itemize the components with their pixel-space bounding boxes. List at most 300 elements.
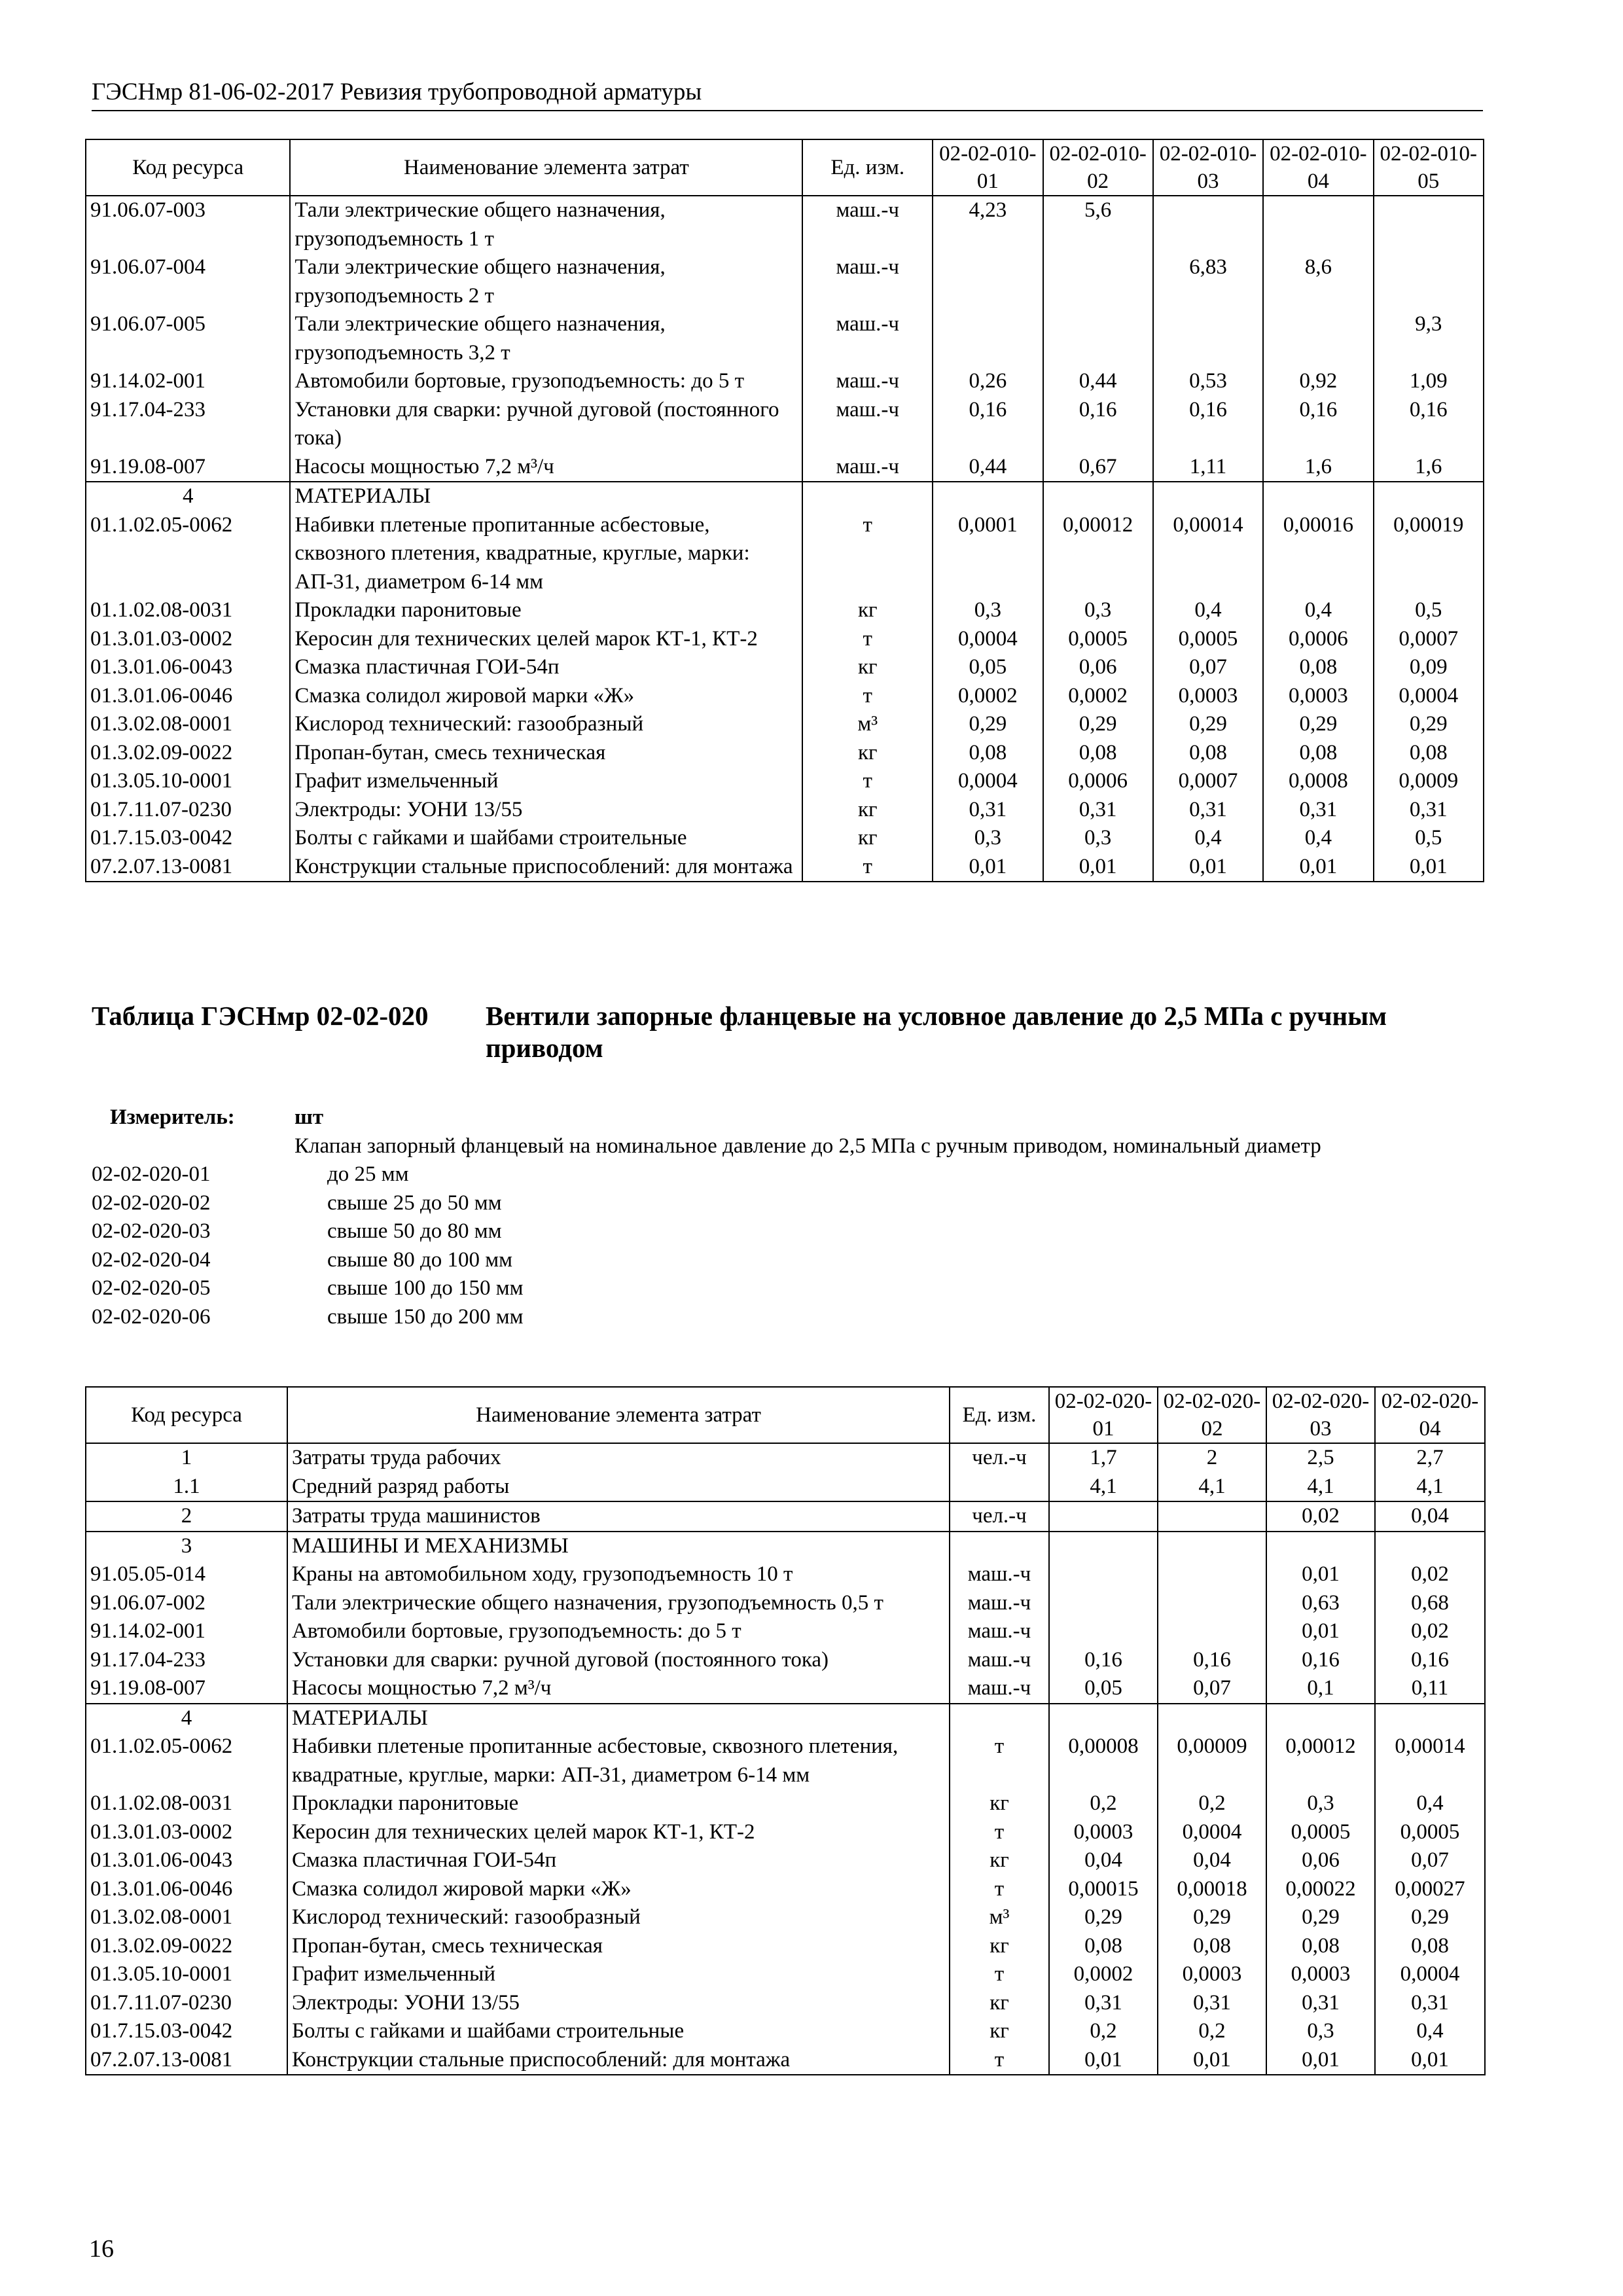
- resource-value: 0,0004: [1375, 1960, 1485, 1989]
- resource-value: 4,1: [1375, 1473, 1485, 1502]
- resource-code: 01.3.02.09-0022: [86, 1932, 287, 1961]
- resource-unit: м³: [950, 1903, 1049, 1932]
- resource-value: 0,0003: [1263, 682, 1373, 711]
- resource-value: 0,44: [933, 453, 1043, 482]
- resource-name: Автомобили бортовые, грузоподъемность: до 5 т: [287, 1617, 950, 1646]
- resource-value: 1,11: [1153, 453, 1263, 482]
- resource-value: 4,1: [1266, 1473, 1375, 1502]
- table-row: [86, 824, 1484, 853]
- resource-name: Электроды: УОНИ 13/55: [287, 1989, 950, 2018]
- resource-code: 01.3.01.03-0002: [86, 1818, 287, 1847]
- resource-value: 0,4: [1263, 596, 1373, 625]
- table-row: [86, 253, 1484, 310]
- resource-value: 0,01: [1049, 2046, 1158, 2075]
- measure-item: [92, 1217, 1492, 1246]
- measure-item-code: 02-02-020-01: [92, 1162, 211, 1186]
- table-row: [86, 653, 1484, 682]
- resource-value: 0,0001: [933, 511, 1043, 597]
- resource-table-02-02-020: [85, 1386, 1486, 2075]
- resource-value: 8,6: [1263, 253, 1373, 310]
- table-row: [86, 1846, 1485, 1875]
- resource-value: 0,00016: [1263, 511, 1373, 597]
- resource-value: 0,00014: [1153, 511, 1263, 597]
- measure-block: [92, 1103, 1492, 1331]
- resource-value: 0,16: [1374, 396, 1484, 453]
- resource-code: 4: [86, 1704, 287, 1733]
- resource-value: [1374, 482, 1484, 511]
- resource-value: 0,01: [1158, 2046, 1266, 2075]
- resource-unit: [950, 1532, 1049, 1561]
- measure-item-text: свыше 100 до 150 мм: [327, 1276, 524, 1300]
- resource-value: 6,83: [1153, 253, 1263, 310]
- table-row: [86, 396, 1484, 453]
- resource-value: 0,06: [1266, 1846, 1375, 1875]
- resource-value: 0,0002: [1049, 1960, 1158, 1989]
- resource-unit: т: [802, 767, 933, 796]
- resource-value: 0,02: [1266, 1501, 1375, 1532]
- resource-value: 4,1: [1049, 1473, 1158, 1502]
- resource-value: 0,16: [1043, 396, 1153, 453]
- resource-code: 01.7.15.03-0042: [86, 2017, 287, 2046]
- table-row: [86, 1443, 1485, 1473]
- col-header-rate: 02-02-020-04: [1375, 1387, 1485, 1443]
- table-row: [86, 310, 1484, 367]
- resource-value: 0,4: [1153, 824, 1263, 853]
- table-row: [86, 453, 1484, 482]
- table-header-row: [86, 139, 1484, 196]
- resource-unit: маш.-ч: [950, 1589, 1049, 1618]
- resource-name: Затраты труда рабочих: [287, 1443, 950, 1473]
- table-row: [86, 739, 1484, 768]
- measure-item-code: 02-02-020-02: [92, 1191, 211, 1215]
- resource-value: 0,31: [1158, 1989, 1266, 2018]
- resource-value: 0,01: [1374, 853, 1484, 882]
- resource-value: 0,16: [1049, 1646, 1158, 1675]
- table-row: [86, 1646, 1485, 1675]
- table-row: [86, 596, 1484, 625]
- table-row: [86, 1473, 1485, 1502]
- resource-value: 0,29: [1049, 1903, 1158, 1932]
- col-header-rate: 02-02-020-02: [1158, 1387, 1266, 1443]
- resource-name: Тали электрические общего назначения, грузоподъемность 2 т: [290, 253, 802, 310]
- resource-code: 91.06.07-003: [86, 196, 290, 253]
- resource-value: [1043, 482, 1153, 511]
- table-row: [86, 367, 1484, 396]
- resource-value: 0,31: [1263, 796, 1373, 825]
- resource-value: [1263, 482, 1373, 511]
- resource-value: 0,08: [1375, 1932, 1485, 1961]
- resource-name: Средний разряд работы: [287, 1473, 950, 1502]
- measure-item: [92, 1274, 1492, 1303]
- resource-value: 0,08: [1043, 739, 1153, 768]
- col-header-rate: 02-02-010-02: [1043, 139, 1153, 196]
- resource-unit: чел.-ч: [950, 1443, 1049, 1473]
- resource-code: 1.1: [86, 1473, 287, 1502]
- resource-value: 0,31: [1043, 796, 1153, 825]
- section-row: [86, 1704, 1485, 1733]
- resource-value: [933, 310, 1043, 367]
- resource-unit: маш.-ч: [950, 1646, 1049, 1675]
- col-header-code: Код ресурса: [86, 1387, 287, 1443]
- resource-name: Прокладки паронитовые: [287, 1789, 950, 1818]
- resource-value: 0,4: [1375, 2017, 1485, 2046]
- table-title-label: Таблица ГЭСНмр 02-02-020: [92, 1001, 429, 1031]
- measure-item: [92, 1160, 1492, 1189]
- resource-name: Пропан-бутан, смесь техническая: [287, 1932, 950, 1961]
- resource-value: 0,04: [1158, 1846, 1266, 1875]
- resource-value: 4,23: [933, 196, 1043, 253]
- resource-value: 2,7: [1375, 1443, 1485, 1473]
- resource-value: 0,16: [933, 396, 1043, 453]
- resource-name: Графит измельченный: [287, 1960, 950, 1989]
- col-header-unit: Ед. изм.: [950, 1387, 1049, 1443]
- resource-value: 1,7: [1049, 1443, 1158, 1473]
- resource-code: 01.1.02.05-0062: [86, 511, 290, 597]
- resource-value: 0,08: [1263, 739, 1373, 768]
- resource-value: 0,92: [1263, 367, 1373, 396]
- resource-value: 0,00018: [1158, 1875, 1266, 1904]
- section-row: [86, 1532, 1485, 1561]
- resource-value: 0,0006: [1043, 767, 1153, 796]
- resource-value: 0,3: [1043, 824, 1153, 853]
- resource-value: 0,3: [1043, 596, 1153, 625]
- resource-name: МАШИНЫ И МЕХАНИЗМЫ: [287, 1532, 950, 1561]
- resource-value: 0,29: [1263, 710, 1373, 739]
- resource-unit: маш.-ч: [802, 253, 933, 310]
- resource-name: Набивки плетеные пропитанные асбестовые, сквозного плетения, квадратные, круглые, марки: АП-31, диаметром 6-14 мм: [287, 1732, 950, 1789]
- table-row: [86, 1818, 1485, 1847]
- resource-code: 01.3.05.10-0001: [86, 1960, 287, 1989]
- resource-code: 01.3.01.06-0043: [86, 653, 290, 682]
- col-header-rate: 02-02-010-03: [1153, 139, 1263, 196]
- resource-name: Электроды: УОНИ 13/55: [290, 796, 802, 825]
- resource-value: [1049, 1532, 1158, 1561]
- resource-value: 0,3: [933, 824, 1043, 853]
- resource-value: 0,09: [1374, 653, 1484, 682]
- resource-value: 0,00014: [1375, 1732, 1485, 1789]
- resource-unit: т: [802, 625, 933, 654]
- resource-code: 91.19.08-007: [86, 1674, 287, 1704]
- resource-value: 0,08: [1374, 739, 1484, 768]
- resource-value: 0,00019: [1374, 511, 1484, 597]
- resource-value: 0,16: [1153, 396, 1263, 453]
- resource-value: [1374, 196, 1484, 253]
- resource-value: 0,31: [1266, 1989, 1375, 2018]
- resource-name: Краны на автомобильном ходу, грузоподъемность 10 т: [287, 1560, 950, 1589]
- resource-name: Насосы мощностью 7,2 м³/ч: [287, 1674, 950, 1704]
- table-row: [86, 1501, 1485, 1532]
- resource-code: 01.3.01.06-0043: [86, 1846, 287, 1875]
- resource-name: МАТЕРИАЛЫ: [290, 482, 802, 511]
- resource-unit: т: [950, 2046, 1049, 2075]
- resource-name: Установки для сварки: ручной дуговой (постоянного тока): [290, 396, 802, 453]
- resource-value: 1,09: [1374, 367, 1484, 396]
- resource-value: [1153, 196, 1263, 253]
- resource-code: 07.2.07.13-0081: [86, 2046, 287, 2075]
- resource-value: 0,2: [1049, 1789, 1158, 1818]
- resource-value: 0,31: [1375, 1989, 1485, 2018]
- resource-unit: маш.-ч: [802, 196, 933, 253]
- resource-code: 01.7.11.07-0230: [86, 1989, 287, 2018]
- resource-unit: т: [950, 1732, 1049, 1789]
- resource-code: 01.1.02.08-0031: [86, 1789, 287, 1818]
- resource-name: Графит измельченный: [290, 767, 802, 796]
- resource-value: 0,0004: [933, 625, 1043, 654]
- resource-code: 91.06.07-004: [86, 253, 290, 310]
- resource-value: 0,29: [1158, 1903, 1266, 1932]
- resource-name: Кислород технический: газообразный: [287, 1903, 950, 1932]
- resource-value: 0,44: [1043, 367, 1153, 396]
- resource-value: 0,11: [1375, 1674, 1485, 1704]
- resource-value: [1049, 1589, 1158, 1618]
- resource-value: 0,63: [1266, 1589, 1375, 1618]
- resource-unit: кг: [802, 739, 933, 768]
- resource-value: 0,04: [1375, 1501, 1485, 1532]
- table-row: [86, 796, 1484, 825]
- resource-value: 0,0005: [1266, 1818, 1375, 1847]
- resource-name: Конструкции стальные приспособлений: для монтажа: [287, 2046, 950, 2075]
- resource-value: 0,04: [1049, 1846, 1158, 1875]
- resource-value: 0,01: [1153, 853, 1263, 882]
- resource-value: 0,26: [933, 367, 1043, 396]
- resource-value: 0,4: [1375, 1789, 1485, 1818]
- resource-unit: кг: [950, 1789, 1049, 1818]
- resource-name: Тали электрические общего назначения, грузоподъемность 0,5 т: [287, 1589, 950, 1618]
- resource-value: [1375, 1704, 1485, 1733]
- resource-value: 2: [1158, 1443, 1266, 1473]
- resource-value: 0,29: [1043, 710, 1153, 739]
- resource-value: 0,0006: [1263, 625, 1373, 654]
- measure-item-text: свыше 150 до 200 мм: [327, 1304, 524, 1329]
- resource-unit: кг: [950, 1846, 1049, 1875]
- resource-code: 07.2.07.13-0081: [86, 853, 290, 882]
- resource-unit: т: [950, 1875, 1049, 1904]
- table-row: [86, 1903, 1485, 1932]
- resource-value: 0,4: [1153, 596, 1263, 625]
- resource-value: 0,4: [1263, 824, 1373, 853]
- resource-unit: маш.-ч: [802, 367, 933, 396]
- resource-value: 0,31: [1049, 1989, 1158, 2018]
- resource-unit: маш.-ч: [802, 453, 933, 482]
- resource-code: 01.3.01.06-0046: [86, 682, 290, 711]
- resource-name: Смазка солидол жировой марки «Ж»: [287, 1875, 950, 1904]
- resource-value: 0,0005: [1043, 625, 1153, 654]
- resource-value: [1153, 310, 1263, 367]
- resource-value: 0,07: [1375, 1846, 1485, 1875]
- resource-unit: кг: [802, 596, 933, 625]
- resource-unit: маш.-ч: [950, 1617, 1049, 1646]
- resource-code: 91.06.07-002: [86, 1589, 287, 1618]
- resource-unit: чел.-ч: [950, 1501, 1049, 1532]
- resource-value: 0,01: [1266, 2046, 1375, 2075]
- resource-name: Смазка пластичная ГОИ-54п: [287, 1846, 950, 1875]
- resource-unit: [950, 1704, 1049, 1733]
- table-title-text: Вентили запорные фланцевые на условное давление до 2,5 МПа с ручным приводом: [486, 1001, 1387, 1063]
- resource-value: 0,53: [1153, 367, 1263, 396]
- table-row: [86, 196, 1484, 253]
- resource-code: 91.05.05-014: [86, 1560, 287, 1589]
- resource-value: [1158, 1704, 1266, 1733]
- resource-value: 0,07: [1158, 1674, 1266, 1704]
- resource-value: 0,29: [1153, 710, 1263, 739]
- table-row: [86, 1960, 1485, 1989]
- resource-value: 0,29: [1266, 1903, 1375, 1932]
- resource-unit: маш.-ч: [802, 310, 933, 367]
- resource-value: 0,00022: [1266, 1875, 1375, 1904]
- resource-value: 0,06: [1043, 653, 1153, 682]
- table-row: [86, 1875, 1485, 1904]
- resource-value: [1374, 253, 1484, 310]
- measure-label: Измеритель:: [110, 1105, 235, 1129]
- resource-value: [1158, 1589, 1266, 1618]
- resource-value: 0,29: [933, 710, 1043, 739]
- resource-value: 0,0005: [1153, 625, 1263, 654]
- resource-code: 91.14.02-001: [86, 367, 290, 396]
- resource-value: [1049, 1560, 1158, 1589]
- resource-code: 2: [86, 1501, 287, 1532]
- resource-value: [1158, 1560, 1266, 1589]
- resource-name: Болты с гайками и шайбами строительные: [287, 2017, 950, 2046]
- resource-value: 0,0003: [1049, 1818, 1158, 1847]
- resource-code: 91.17.04-233: [86, 396, 290, 453]
- resource-code: 91.19.08-007: [86, 453, 290, 482]
- resource-value: 0,16: [1375, 1646, 1485, 1675]
- resource-value: [1266, 1704, 1375, 1733]
- resource-name: Тали электрические общего назначения, грузоподъемность 1 т: [290, 196, 802, 253]
- table-header-row: [86, 1387, 1485, 1443]
- resource-value: [1049, 1704, 1158, 1733]
- resource-name: Затраты труда машинистов: [287, 1501, 950, 1532]
- resource-name: Кислород технический: газообразный: [290, 710, 802, 739]
- col-header-rate: 02-02-020-03: [1266, 1387, 1375, 1443]
- measure-item: [92, 1303, 1492, 1332]
- resource-value: 0,0003: [1266, 1960, 1375, 1989]
- resource-value: 0,1: [1266, 1674, 1375, 1704]
- resource-value: 0,02: [1375, 1617, 1485, 1646]
- resource-code: 1: [86, 1443, 287, 1473]
- resource-unit: кг: [802, 796, 933, 825]
- resource-value: 0,00012: [1043, 511, 1153, 597]
- resource-code: 01.3.01.06-0046: [86, 1875, 287, 1904]
- col-header-unit: Ед. изм.: [802, 139, 933, 196]
- resource-value: 0,08: [1263, 653, 1373, 682]
- measure-description: Клапан запорный фланцевый на номинальное давление до 2,5 МПа с ручным приводом, номинальный диаметр: [294, 1134, 1321, 1158]
- resource-value: [1158, 1532, 1266, 1561]
- resource-code: 01.1.02.08-0031: [86, 596, 290, 625]
- table-row: [86, 1932, 1485, 1961]
- measure-item: [92, 1246, 1492, 1275]
- resource-value: [933, 482, 1043, 511]
- measure-item-code: 02-02-020-03: [92, 1219, 211, 1243]
- resource-name: Набивки плетеные пропитанные асбестовые, сквозного плетения, квадратные, круглые, марки: АП-31, диаметром 6-14 мм: [290, 511, 802, 597]
- resource-name: Насосы мощностью 7,2 м³/ч: [290, 453, 802, 482]
- table-row: [86, 767, 1484, 796]
- resource-value: [1049, 1501, 1158, 1532]
- resource-value: [1263, 310, 1373, 367]
- resource-unit: кг: [802, 653, 933, 682]
- table-row: [86, 1789, 1485, 1818]
- measure-item-text: свыше 50 до 80 мм: [327, 1219, 502, 1243]
- resource-value: 0,00009: [1158, 1732, 1266, 1789]
- resource-code: 91.17.04-233: [86, 1646, 287, 1675]
- measure-item-text: свыше 25 до 50 мм: [327, 1191, 502, 1215]
- table-row: [86, 1989, 1485, 2018]
- resource-value: 0,0003: [1158, 1960, 1266, 1989]
- resource-code: 01.3.02.08-0001: [86, 1903, 287, 1932]
- page-number: 16: [89, 2235, 114, 2263]
- resource-value: 0,08: [1153, 739, 1263, 768]
- col-header-rate: 02-02-010-01: [933, 139, 1043, 196]
- resource-table-02-02-010: [85, 139, 1484, 882]
- measure-item-code: 02-02-020-06: [92, 1304, 211, 1329]
- table-row: [86, 625, 1484, 654]
- resource-name: Прокладки паронитовые: [290, 596, 802, 625]
- resource-unit: кг: [950, 1989, 1049, 2018]
- resource-value: 0,01: [933, 853, 1043, 882]
- table-row: [86, 853, 1484, 882]
- resource-value: 0,00027: [1375, 1875, 1485, 1904]
- resource-value: 0,01: [1375, 2046, 1485, 2075]
- resource-unit: маш.-ч: [802, 396, 933, 453]
- resource-value: 0,29: [1375, 1903, 1485, 1932]
- resource-code: 01.3.02.09-0022: [86, 739, 290, 768]
- resource-value: 0,01: [1266, 1560, 1375, 1589]
- resource-value: 0,2: [1158, 1789, 1266, 1818]
- resource-unit: [802, 482, 933, 511]
- table-row: [86, 1617, 1485, 1646]
- resource-value: 0,3: [1266, 1789, 1375, 1818]
- resource-value: 0,0004: [1374, 682, 1484, 711]
- resource-value: 2,5: [1266, 1443, 1375, 1473]
- resource-value: 0,00015: [1049, 1875, 1158, 1904]
- resource-name: Болты с гайками и шайбами строительные: [290, 824, 802, 853]
- resource-value: 0,3: [1266, 2017, 1375, 2046]
- resource-value: [1043, 253, 1153, 310]
- col-header-name: Наименование элемента затрат: [290, 139, 802, 196]
- col-header-code: Код ресурса: [86, 139, 290, 196]
- col-header-rate: 02-02-010-04: [1263, 139, 1373, 196]
- resource-value: 0,2: [1049, 2017, 1158, 2046]
- resource-value: 0,0004: [1158, 1818, 1266, 1847]
- resource-unit: т: [802, 853, 933, 882]
- resource-value: 9,3: [1374, 310, 1484, 367]
- resource-code: 91.14.02-001: [86, 1617, 287, 1646]
- resource-value: 0,01: [1266, 1617, 1375, 1646]
- resource-value: 0,00012: [1266, 1732, 1375, 1789]
- resource-value: 0,05: [1049, 1674, 1158, 1704]
- table-row: [86, 1589, 1485, 1618]
- table-row: [86, 511, 1484, 597]
- resource-value: 0,08: [1266, 1932, 1375, 1961]
- resource-unit: т: [950, 1818, 1049, 1847]
- resource-value: 0,02: [1375, 1560, 1485, 1589]
- resource-unit: т: [950, 1960, 1049, 1989]
- section-row: [86, 482, 1484, 511]
- table-row: [86, 1732, 1485, 1789]
- resource-value: 0,31: [933, 796, 1043, 825]
- resource-value: 0,0002: [1043, 682, 1153, 711]
- table-row: [86, 682, 1484, 711]
- resource-name: Конструкции стальные приспособлений: для монтажа: [290, 853, 802, 882]
- measure-items: [92, 1160, 1492, 1331]
- resource-value: 0,0008: [1263, 767, 1373, 796]
- measure-item-code: 02-02-020-04: [92, 1247, 211, 1272]
- resource-value: 0,3: [933, 596, 1043, 625]
- table-row: [86, 2017, 1485, 2046]
- resource-value: 0,5: [1374, 824, 1484, 853]
- resource-name: Смазка солидол жировой марки «Ж»: [290, 682, 802, 711]
- resource-value: [1153, 482, 1263, 511]
